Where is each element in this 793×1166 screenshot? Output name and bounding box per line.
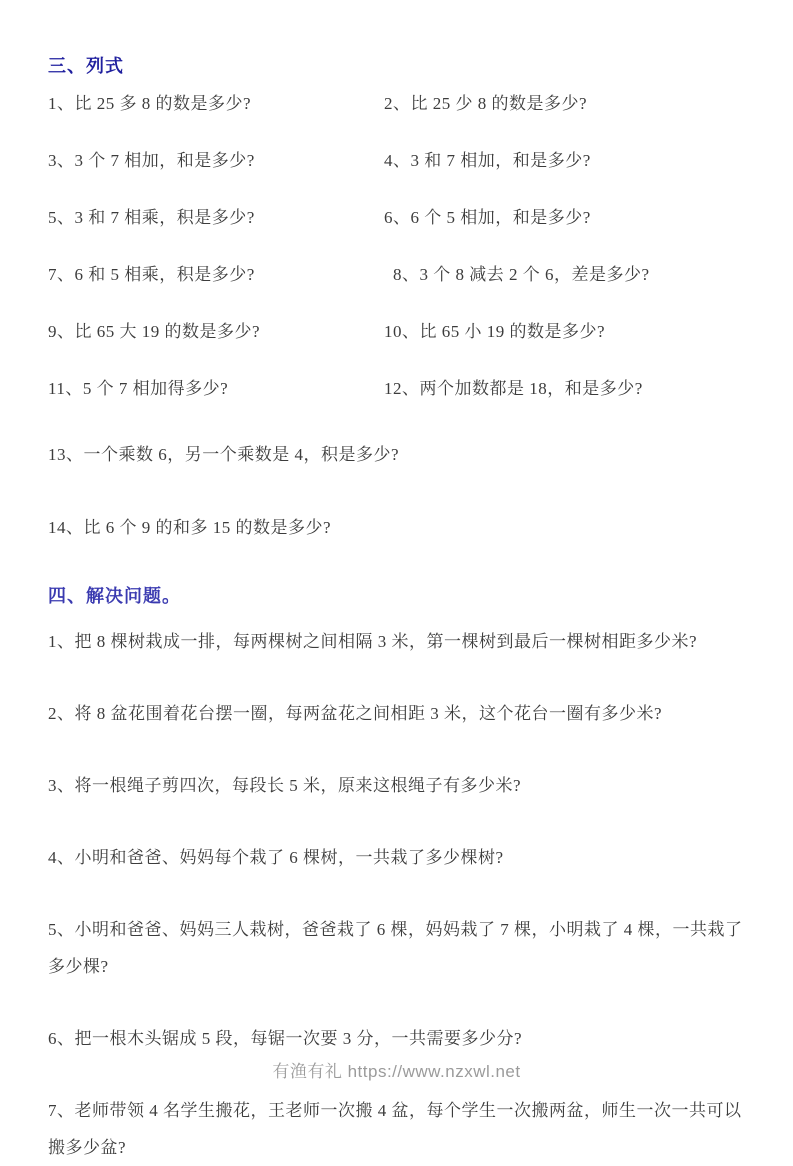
question-11: 11、5 个 7 相加得多少? xyxy=(48,379,229,398)
question-8: 8、3 个 8 减去 2 个 6，差是多少? xyxy=(393,265,650,284)
question-2: 2、比 25 少 8 的数是多少? xyxy=(384,94,588,113)
question-row xyxy=(48,151,749,171)
problem-6: 6、把一根木头锯成 5 段，每锯一次要 3 分，一共需要多少分? xyxy=(48,1029,523,1048)
question-12: 12、两个加数都是 18，和是多少? xyxy=(384,379,643,398)
problem-1: 1、把 8 棵树栽成一排，每两棵树之间相隔 3 米，第一棵树到最后一棵树相距多少米? xyxy=(48,632,698,651)
question-row xyxy=(48,94,749,114)
section-4-heading: 四、解决问题。 xyxy=(48,586,181,606)
question-14: 14、比 6 个 9 的和多 15 的数是多少? xyxy=(48,518,332,537)
question-10: 10、比 65 小 19 的数是多少? xyxy=(384,322,606,341)
question-1: 1、比 25 多 8 的数是多少? xyxy=(48,94,252,113)
question-7: 7、6 和 5 相乘，积是多少? xyxy=(48,265,255,284)
question-6: 6、6 个 5 相加，和是多少? xyxy=(384,208,591,227)
question-row xyxy=(48,208,749,228)
question-13: 13、一个乘数 6，另一个乘数是 4，积是多少? xyxy=(48,445,400,464)
question-5: 5、3 和 7 相乘，积是多少? xyxy=(48,208,255,227)
problem-7: 7、老师带领 4 名学生搬花，王老师一次搬 4 盆，每个学生一次搬两盆，师生一次一共可以搬多少盆? xyxy=(48,1101,742,1157)
section-3-question-grid xyxy=(48,94,749,399)
problem-4: 4、小明和爸爸、妈妈每个栽了 6 棵树，一共栽了多少棵树? xyxy=(48,848,504,867)
question-3: 3、3 个 7 相加，和是多少? xyxy=(48,151,255,170)
question-row xyxy=(48,265,749,285)
problem-2: 2、将 8 盆花围着花台摆一圈，每两盆花之间相距 3 米，这个花台一圈有多少米? xyxy=(48,704,663,723)
question-row xyxy=(48,322,749,342)
problem-3: 3、将一根绳子剪四次，每段长 5 米，原来这根绳子有多少米? xyxy=(48,776,522,795)
section-3-heading: 三、列式 xyxy=(48,56,124,76)
question-row xyxy=(48,379,749,399)
question-9: 9、比 65 大 19 的数是多少? xyxy=(48,322,261,341)
problem-5: 5、小明和爸爸、妈妈三人栽树，爸爸栽了 6 棵，妈妈栽了 7 棵，小明栽了 4 棵，一共栽了多少棵? xyxy=(48,920,743,976)
question-4: 4、3 和 7 相加，和是多少? xyxy=(384,151,591,170)
footer-watermark: 有渔有礼 https://www.nzxwl.net xyxy=(272,1062,521,1081)
